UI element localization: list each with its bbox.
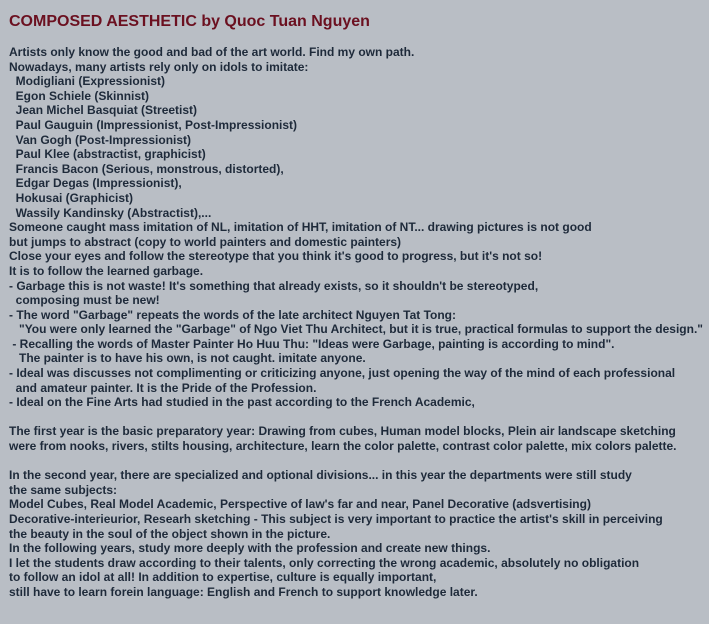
text-line: Artists only know the good and bad of the art world. Find my own path. bbox=[9, 45, 415, 59]
text-line: Jean Michel Basquiat (Streetist) bbox=[9, 103, 198, 118]
text-line: Wassily Kandinsky (Abstractist),... bbox=[9, 205, 212, 220]
text-line: Modigliani (Expressionist) bbox=[9, 74, 166, 89]
text-line: Francis Bacon (Serious, monstrous, distorted), bbox=[9, 161, 284, 176]
text-line: Nowadays, many artists rely only on idols to imitate: bbox=[9, 59, 309, 74]
text-line: - The word "Garbage" repeats the words of the late architect Nguyen Tat Tong: bbox=[9, 307, 456, 322]
text-line: were from nooks, rivers, stilts housing, architecture, learn the color palette, contrast color palette, mix colors palette. bbox=[9, 439, 677, 454]
text-line: Decorative-interieurior, Researh sketching - This subject is very important to practice the artist's skill in perceiving bbox=[9, 512, 663, 526]
text-line: In the second year, there are specialized and optional divisions... in this year the departments were still study bbox=[9, 468, 632, 483]
text-line: The painter is to have his own, is not caught. imitate anyone. bbox=[9, 351, 366, 366]
text-line: composing must be new! bbox=[9, 293, 160, 308]
text-line: Edgar Degas (Impressionist), bbox=[9, 176, 182, 191]
text-line: - Garbage this is not waste! It's something that already exists, so it shouldn't be stereotyped, bbox=[9, 278, 539, 293]
text-line: Close your eyes and follow the stereotype that you think it's good to progress, but it's not so! bbox=[9, 249, 543, 264]
text-line: and amateur painter. It is the Pride of the Profession. bbox=[9, 380, 317, 395]
blank-line bbox=[9, 454, 709, 469]
text-line: "You were only learned the "Garbage" of Ngo Viet Thu Architect, but it is true, practical formulas to support the design." bbox=[9, 322, 703, 337]
text-line: Model Cubes, Real Model Academic, Perspective of law's far and near, Panel Decorative (adsvertising) bbox=[9, 497, 591, 512]
text-line: Van Gogh (Post-Impressionist) bbox=[9, 132, 192, 147]
text-line: It is to follow the learned garbage. bbox=[9, 263, 204, 278]
text-line: Someone caught mass imitation of NL, imitation of HHT, imitation of NT... drawing pictures is not good bbox=[9, 220, 592, 235]
text-line: Paul Gauguin (Impressionist, Post-Impressionist) bbox=[9, 117, 298, 132]
text-line: Egon Schiele (Skinnist) bbox=[9, 88, 150, 103]
text-line: - Ideal was discusses not complimenting or criticizing anyone, just opening the way of the mind of each professional bbox=[9, 366, 676, 381]
blank-line bbox=[9, 410, 709, 425]
text-line: Paul Klee (abstractist, graphicist) bbox=[9, 147, 206, 162]
text-line: still have to learn forein language: English and French to support knowledge later. bbox=[9, 584, 478, 599]
text-line: the same subjects: bbox=[9, 482, 118, 497]
text-line: Hokusai (Graphicist) bbox=[9, 190, 134, 205]
text-line: to follow an idol at all! In addition to expertise, culture is equally important, bbox=[9, 570, 437, 585]
text-line: but jumps to abstract (copy to world painters and domestic painters) bbox=[9, 234, 402, 249]
page-title: COMPOSED AESTHETIC by Quoc Tuan Nguyen bbox=[9, 13, 370, 30]
text-line: I let the students draw according to their talents, only correcting the wrong academic, absolutely no obligation bbox=[9, 555, 640, 570]
article-body bbox=[9, 45, 709, 600]
text-line: - Recalling the words of Master Painter Ho Huu Thu: "Ideas were Garbage, painting is according to mind". bbox=[9, 336, 615, 351]
text-line: In the following years, study more deeply with the profession and create new things. bbox=[9, 541, 491, 556]
text-line: The first year is the basic preparatory year: Drawing from cubes, Human model blocks, Plein air landscape sketching bbox=[9, 424, 676, 439]
text-line: - Ideal on the Fine Arts had studied in the past according to the French Academic, bbox=[9, 395, 475, 410]
text-line: the beauty in the soul of the object shown in the picture. bbox=[9, 526, 331, 541]
